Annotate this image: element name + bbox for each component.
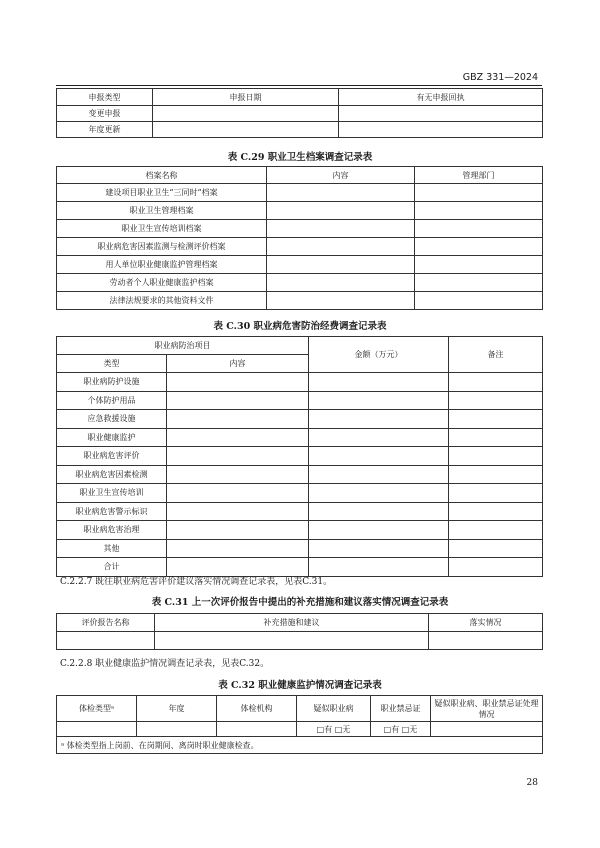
header-cell: 年度 (137, 696, 217, 722)
row-label: 其他 (57, 539, 167, 558)
header-cell: 申报日期 (153, 89, 339, 106)
row-label: 变更申报 (57, 106, 153, 122)
header-cell: 备注 (449, 337, 543, 373)
row-label: 职业健康监护 (57, 428, 167, 447)
row-label: 劳动者个人职业健康监护档案 (57, 274, 267, 292)
header-cell: 有无申报回执 (339, 89, 543, 106)
row-label: 个体防护用品 (57, 391, 167, 410)
table-c31 (56, 613, 543, 650)
header-cell: 类型 (57, 355, 167, 373)
caption-c31: 表 C.31 上一次评价报告中提出的补充措施和建议落实情况调查记录表 (151, 597, 449, 608)
footnote: ᵃ 体检类型指上岗前、在岗期间、离岗时职业健康检查。 (57, 737, 543, 754)
table-c30 (56, 336, 543, 577)
header-cell: 职业禁忌证 (371, 696, 431, 722)
table-c29 (56, 166, 543, 310)
group-header: 职业病防治项目 (57, 337, 309, 355)
header-cell: 管理部门 (415, 167, 543, 184)
row-label: 职业病危害因素检测 (57, 465, 167, 484)
row-label: 职业病危害评价 (57, 447, 167, 466)
standard-id: GBZ 331—2024 (462, 72, 538, 83)
header-cell: 内容 (167, 355, 309, 373)
table-c32 (56, 695, 543, 754)
paragraph-c228: C.2.2.8 职业健康监护情况调查记录表，见表C.32。 (60, 659, 270, 669)
header-cell: 补充措施和建议 (155, 614, 429, 632)
header-cell: 申报类型 (57, 89, 153, 106)
row-label: 法律法规要求的其他资料文件 (57, 292, 267, 310)
header-cell: 评价报告名称 (57, 614, 155, 632)
caption-c29: 表 C.29 职业卫生档案调查记录表 (227, 152, 373, 163)
row-label: 职业病危害警示标识 (57, 502, 167, 521)
caption-c30: 表 C.30 职业病危害防治经费调查记录表 (213, 321, 387, 332)
row-label: 应急救援设施 (57, 410, 167, 429)
row-label: 建设项目职业卫生“三同时”档案 (57, 184, 267, 202)
row-label: 职业卫生宣传培训 (57, 484, 167, 503)
row-label: 职业病危害因素监测与检测评价档案 (57, 238, 267, 256)
caption-c32: 表 C.32 职业健康监护情况调查记录表 (218, 680, 382, 691)
header-cell: 落实情况 (429, 614, 543, 632)
header-cell: 档案名称 (57, 167, 267, 184)
header-cell: 疑似职业病 (297, 696, 371, 722)
row-label: 用人单位职业健康监护管理档案 (57, 256, 267, 274)
row-label: 职业病危害治理 (57, 521, 167, 540)
header-rule (56, 85, 542, 86)
header-cell: 内容 (267, 167, 415, 184)
paragraph-c227: C.2.2.7 既往职业病危害评价建议落实情况调查记录表，见表C.31。 (60, 577, 333, 587)
header-cell: 体检类型ᵃ (57, 696, 137, 722)
header-cell: 体检机构 (217, 696, 297, 722)
row-label: 职业病防护设施 (57, 373, 167, 392)
row-label: 年度更新 (57, 122, 153, 138)
table-c28-cont (56, 88, 543, 138)
page-number: 28 (526, 778, 538, 788)
checkbox-cell: □有 □无 (297, 722, 371, 737)
row-label: 职业卫生宣传培训档案 (57, 220, 267, 238)
header-cell: 疑似职业病、职业禁忌证处理情况 (431, 696, 543, 722)
header-cell: 金额（万元） (309, 337, 449, 373)
checkbox-cell: □有 □无 (371, 722, 431, 737)
row-label: 合计 (57, 558, 167, 577)
row-label: 职业卫生管理档案 (57, 202, 267, 220)
